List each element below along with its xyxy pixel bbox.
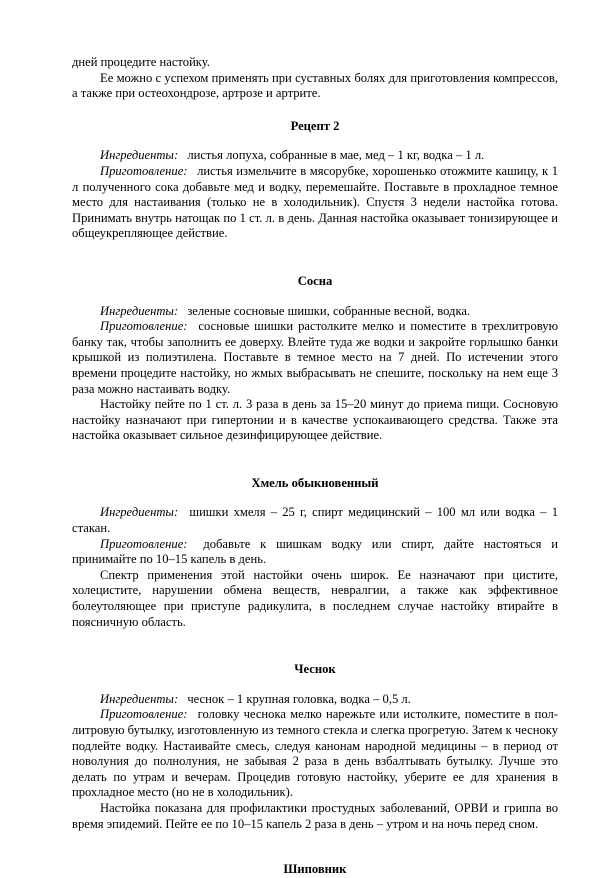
pine-title: Сосна	[297, 273, 333, 288]
recipe2-preparation	[72, 164, 558, 242]
recipe2-title: Рецепт 2	[290, 118, 340, 133]
preparation-label: Приготовление:	[100, 536, 188, 551]
ingredients-text: листья лопуха, собранные в мае, мед – 1 кг, водка – 1 л.	[187, 148, 485, 163]
preparation-label: Приготовление:	[100, 319, 188, 334]
ingredients-label: Ингредиенты:	[100, 148, 179, 163]
preparation-text: сосновые шишки растолките мелко и поместите в трехлитровую банку так, чтобы заполнить ее доверху. Влейте туда же водки и закройте горлышко банки крышкой из полиэтилена. Поставьте в темное место на 7 дней. По истечении этого времени процедите настойку, но жмых выбрасывать не спешите, поскольку на нем еще 3 раза можно настаивать водку.	[72, 319, 558, 396]
ingredients-label: Ингредиенты:	[100, 691, 179, 706]
preparation-text: добавьте к шишкам водку или спирт, дайте настояться и принимайте по 10–15 капель в день.	[72, 536, 558, 567]
document-page	[72, 55, 558, 878]
ingredients-label: Ингредиенты:	[100, 303, 179, 318]
hop-preparation	[72, 537, 558, 568]
ingredients-text: шишки хмеля – 25 г, спирт медицинский – 100 мл или водка – 1 стакан.	[72, 505, 558, 536]
garlic-preparation	[72, 707, 558, 801]
preparation-label: Приготовление:	[100, 707, 188, 722]
pine-ingredients	[72, 304, 558, 320]
preparation-text: листья измельчите в мясорубке, хорошенько отожмите кашицу, к 1 л полученного сока добавьте мед и водку, перемешайте. Поставьте в прохладное темное место для настаивания (только не в холодильник). Спустя 3 недели настойка готова. Принимать внутрь натощак по 1 ст. л. в день. Данная настойка оказывает тонизирующее и общеукрепляющее действие.	[72, 163, 559, 241]
garlic-ingredients	[72, 692, 558, 708]
ingredients-text: зеленые сосновые шишки, собранные весной, водка.	[187, 303, 471, 318]
garlic-usage: Настойка показана для профилактики простудных заболеваний, ОРВИ и гриппа во время эпидемий. Пейте ее по 10–15 капель 2 раза в день – утром и на ночь перед сном.	[72, 800, 558, 831]
preparation-text: головку чеснока мелко нарежьте или истолките, поместите в пол-литровую бутылку, изготовленную из темного стекла и слегка прогретую. Затем к чесноку подлейте водку. Настаивайте смесь, следуя канонам народной медицины – в период от новолуния до полнолуния, не забывая 2 раза в день взбалтывать бутылку. Лучше это делать по утрам и вечерам. Процедив готовую настойку, уберите ее для хранения в прохладное место (но не в холодильник).	[72, 707, 558, 800]
hop-usage: Спектр применения этой настойки очень широк. Ее назначают при цистите, холецистите, нарушении обмена веществ, невралгии, а также как эффективное болеутоляющее при приступе радикулита, в последнем случае настойку втирайте в поясничную область.	[72, 567, 558, 629]
pine-preparation	[72, 319, 558, 397]
recipe2-ingredients	[72, 148, 558, 164]
hop-ingredients	[72, 505, 558, 536]
preparation-label: Приготовление:	[100, 163, 188, 178]
garlic-title: Чеснок	[294, 662, 336, 677]
hop-title: Хмель обыкновенный	[251, 475, 379, 490]
intro-paragraph-1: дней процедите настойку.	[72, 55, 210, 69]
pine-usage: Настойку пейте по 1 ст. л. 3 раза в день за 15–20 минут до приема пищи. Сосновую настойку назначают при гипертонии и в качестве успокаивающего средства. Также эта настойка оказывает сильное дезинфицирующее действие.	[72, 397, 558, 443]
intro-paragraph-2: Ее можно с успехом применять при суставных болях для приготовления компрессов, а также при остеохондрозе, артрозе и артрите.	[72, 70, 558, 101]
ingredients-text: чеснок – 1 крупная головка, водка – 0,5 л.	[187, 691, 411, 706]
rosehip-title: Шиповник	[283, 862, 347, 877]
ingredients-label: Ингредиенты:	[100, 505, 179, 520]
